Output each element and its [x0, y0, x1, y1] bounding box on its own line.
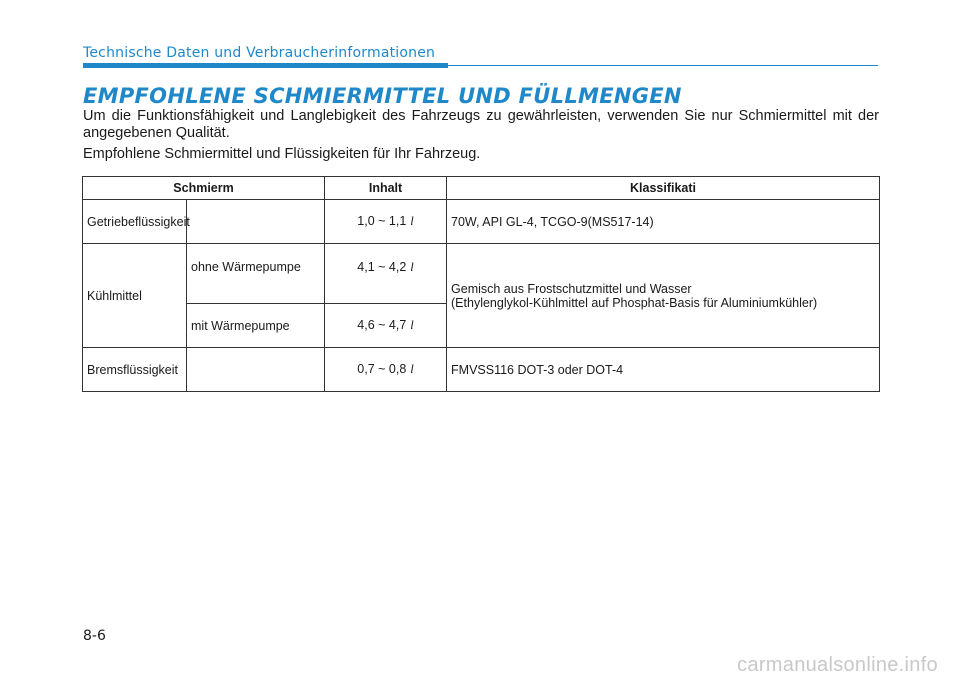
unit-liter: l — [410, 260, 414, 274]
section-header: Technische Daten und Verbraucherinformationen — [83, 45, 436, 61]
amount-value: 4,6 ~ 4,7 — [357, 318, 407, 332]
cell-name: Kühlmittel — [83, 244, 187, 348]
page-number: 8-6 — [83, 628, 106, 644]
amount-value: 0,7 ~ 0,8 — [357, 362, 407, 376]
intro-text-2: Empfohlene Schmiermittel und Flüssigkeiten für Ihr Fahrzeug. — [83, 146, 481, 162]
cell-amount — [325, 304, 447, 348]
cell-amount — [325, 348, 447, 392]
cell-empty — [187, 200, 325, 244]
table-row — [83, 348, 880, 392]
header-rule-thin — [448, 65, 878, 66]
cell-spec — [447, 244, 880, 348]
amount-value: 4,1 ~ 4,2 — [357, 260, 407, 274]
unit-liter: l — [410, 318, 414, 332]
header-classification: Klassifikati — [447, 177, 880, 200]
header-rule-thick — [83, 63, 448, 68]
unit-liter: l — [410, 214, 414, 228]
cell-sublabel: mit Wärmepumpe — [187, 304, 325, 348]
intro-text: Um die Funktionsfähigkeit und Langlebigkeit des Fahrzeugs zu gewährleisten, verwenden Sie nur Schmiermittel mit der angegebenen Qualität. — [83, 108, 879, 141]
cell-sublabel: ohne Wärmepumpe — [187, 244, 325, 304]
spec-line-1: Gemisch aus Frostschutzmittel und Wasser — [451, 281, 692, 296]
page-title: EMPFOHLENE SCHMIERMITTEL UND FÜLLMENGEN — [83, 84, 682, 108]
cell-empty — [187, 348, 325, 392]
table-header-row — [83, 177, 880, 200]
table-row — [83, 200, 880, 244]
cell-name: Bremsflüssigkeit — [83, 348, 187, 392]
table-row — [83, 244, 880, 304]
cell-name: Getriebeflüssigkeit — [83, 200, 187, 244]
header-amount: Inhalt — [325, 177, 447, 200]
amount-value: 1,0 ~ 1,1 — [357, 214, 407, 228]
cell-amount — [325, 244, 447, 304]
spec-line-2: (Ethylenglykol-Kühlmittel auf Phosphat-Basis für Aluminiumkühler) — [451, 295, 818, 310]
watermark: carmanualsonline.info — [737, 654, 938, 676]
cell-amount — [325, 200, 447, 244]
unit-liter: l — [410, 362, 414, 376]
lubricant-table — [82, 176, 880, 392]
header-lubricant: Schmierm — [83, 177, 325, 200]
cell-spec: 70W, API GL-4, TCGO-9(MS517-14) — [447, 200, 880, 244]
cell-spec: FMVSS116 DOT-3 oder DOT-4 — [447, 348, 880, 392]
